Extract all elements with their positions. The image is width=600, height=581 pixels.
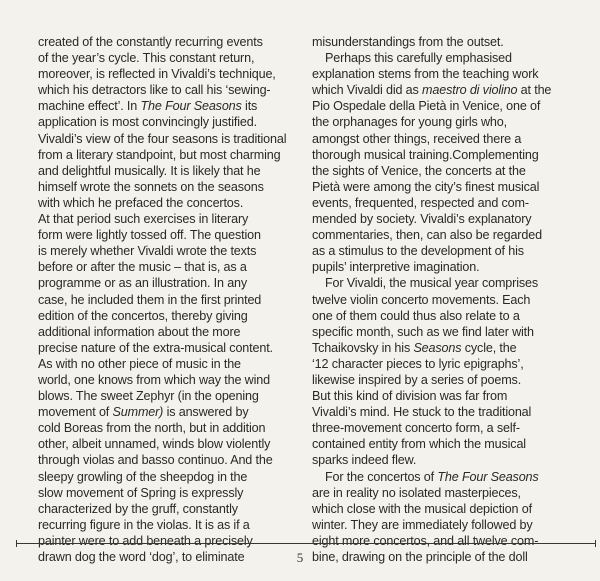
text-line (312, 469, 570, 485)
text-line (312, 50, 570, 66)
text-line (312, 420, 570, 436)
text-line (38, 452, 296, 468)
text-line (38, 308, 296, 324)
line-text-after: its (241, 99, 258, 114)
text-line (312, 275, 570, 291)
line-text: bine, drawing on the principle of the doll (312, 550, 528, 564)
line-text: winter. They are immediately followed by (312, 517, 533, 532)
line-text: specific month, such as we find later with (312, 324, 534, 339)
line-text: application is most convincingly justified. (38, 115, 257, 130)
line-text: which Vivaldi did as (312, 83, 423, 98)
text-line (38, 179, 296, 195)
text-line (312, 114, 570, 130)
line-text: precise nature of the extra-musical content. (38, 340, 273, 355)
text-line (312, 356, 570, 372)
text-line (312, 308, 570, 324)
text-line (312, 179, 570, 195)
text-line (312, 147, 570, 163)
line-text: But this kind of division was far from (312, 389, 508, 404)
text-line (38, 517, 296, 533)
line-text: as a stimulus to the development of his (312, 244, 524, 259)
text-line (312, 82, 570, 98)
text-line (38, 420, 296, 436)
rule-end-mark-left (16, 540, 17, 547)
line-text: likewise inspired by a series of poems. (312, 372, 522, 387)
line-text: cold Boreas from the north, but in addition (38, 421, 266, 436)
text-line (312, 259, 570, 275)
text-line (312, 485, 570, 501)
text-line (38, 34, 296, 50)
line-text: twelve violin concerto movements. Each (312, 292, 531, 307)
text-line (38, 485, 296, 501)
text-line (312, 211, 570, 227)
line-text: pupils’ interpretive imagination. (312, 260, 480, 275)
line-text: sleepy growling of the sheepdog in the (38, 469, 248, 484)
text-line (38, 356, 296, 372)
text-line (38, 66, 296, 82)
text-line (38, 131, 296, 147)
text-line (312, 163, 570, 179)
line-text: contained entity from which the musical (312, 437, 526, 452)
text-line (38, 275, 296, 291)
line-text: which close with the musical depiction of (312, 501, 532, 516)
line-text: and delightful musically. It is likely that he (38, 163, 261, 178)
line-italic-text: maestro di violino (422, 83, 518, 98)
text-line (38, 243, 296, 259)
line-text: Pio Ospedale della Pietà in Venice, one of (312, 99, 541, 114)
text-line (38, 147, 296, 163)
text-line (312, 98, 570, 114)
text-line (38, 533, 296, 549)
line-text: Perhaps this carefully emphasised (325, 51, 512, 66)
text-line (312, 388, 570, 404)
line-text: which his detractors like to call his ‘sewing- (38, 83, 271, 98)
line-text: commentaries, then, can also be regarded (312, 228, 542, 243)
line-italic-text: Seasons (413, 340, 462, 355)
text-line (38, 388, 296, 404)
text-line (312, 131, 570, 147)
line-text: of the year’s cycle. This constant return, (38, 51, 255, 66)
text-line (312, 517, 570, 533)
text-line (38, 114, 296, 130)
text-line (38, 324, 296, 340)
text-line (38, 404, 296, 420)
line-text-after: is answered by (163, 405, 249, 420)
text-line (312, 533, 570, 549)
footer-rule (16, 543, 596, 544)
line-text: Pietà were among the city’s finest musical (312, 179, 540, 194)
text-line (38, 501, 296, 517)
line-text: created of the constantly recurring events (38, 35, 263, 49)
text-line (38, 82, 296, 98)
line-text: slow movement of Spring is expressly (38, 485, 244, 500)
text-line (312, 243, 570, 259)
line-text: the sights of Venice, the concerts at the (312, 163, 526, 178)
text-line (38, 340, 296, 356)
text-line (312, 34, 570, 50)
text-line (38, 211, 296, 227)
text-line (312, 227, 570, 243)
line-text: machine effect’. In (38, 99, 141, 114)
line-text: characterized by the gruff, constantly (38, 501, 238, 516)
line-italic-text: Summer) (112, 405, 164, 420)
text-line (312, 501, 570, 517)
line-text: misunderstandings from the outset. (312, 35, 504, 49)
line-text: Tchaikovsky in his (312, 340, 414, 355)
line-text: world, one knows from which way the wind (38, 372, 270, 387)
text-line (312, 340, 570, 356)
line-text: mended by society. Vivaldi’s explanatory (312, 212, 532, 227)
line-text: case, he included them in the first printed (38, 292, 262, 307)
line-text: explanation stems from the teaching work (312, 67, 539, 82)
line-text: For the concertos of (325, 469, 438, 484)
text-line (38, 227, 296, 243)
line-text: movement of (38, 405, 113, 420)
text-line (38, 436, 296, 452)
line-text-after: cycle, the (461, 340, 517, 355)
line-italic-text: The Four Seasons (437, 469, 539, 484)
text-line (312, 404, 570, 420)
line-text: three-movement concerto form, a self- (312, 421, 520, 436)
line-text: sparks indeed flew. (312, 453, 417, 468)
line-text: before or after the music – that is, as a (38, 260, 247, 275)
text-line (38, 98, 296, 114)
line-text: form were lightly tossed off. The question (38, 228, 261, 243)
line-text: amongst other things, received there a (312, 131, 522, 146)
line-text: one of them could thus also relate to a (312, 308, 520, 323)
line-text: Vivaldi’s mind. He stuck to the traditional (312, 405, 532, 420)
line-text: ‘12 character pieces to lyric epigraphs’, (312, 356, 524, 371)
text-line (312, 292, 570, 308)
line-text: painter were to add beneath a precisely (38, 533, 253, 548)
text-line (312, 66, 570, 82)
line-text: For Vivaldi, the musical year comprises (325, 276, 538, 291)
right-text-column (312, 34, 570, 565)
text-line (38, 372, 296, 388)
line-text: programme or as an illustration. In any (38, 276, 248, 291)
line-text: As with no other piece of music in the (38, 356, 241, 371)
line-text: recurring figure in the violas. It is as if a (38, 517, 250, 532)
line-text: edition of the concertos, thereby giving (38, 308, 248, 323)
page-number: 5 (296, 550, 304, 565)
text-line (38, 50, 296, 66)
line-text: events, frequented, respected and com- (312, 195, 529, 210)
line-text: moreover, is reflected in Vivaldi’s technique, (38, 67, 276, 82)
line-text: with which he prefaced the concertos. (38, 195, 244, 210)
line-text: himself wrote the sonnets on the seasons (38, 179, 264, 194)
line-text: other, albeit unnamed, winds blow violently (38, 437, 271, 452)
text-line (38, 163, 296, 179)
line-text: additional information about the more (38, 324, 241, 339)
line-text: eight more concertos, and all twelve com- (312, 533, 539, 548)
line-text: thorough musical training.Complementing (312, 147, 539, 162)
text-line (312, 324, 570, 340)
text-line (38, 259, 296, 275)
text-line (38, 469, 296, 485)
line-text-after: at the (517, 83, 552, 98)
line-italic-text: The Four Seasons (140, 99, 242, 114)
line-text: through violas and basso continuo. And the (38, 453, 273, 468)
line-text: drawn dog the word ‘dog’, to eliminate (38, 550, 245, 564)
line-text: is merely whether Vivaldi wrote the texts (38, 244, 257, 259)
text-line (312, 436, 570, 452)
text-line (38, 195, 296, 211)
text-line (312, 195, 570, 211)
line-text: the orphanages for young girls who, (312, 115, 507, 130)
line-text: Vivaldi’s view of the four seasons is traditional (38, 131, 287, 146)
text-line (312, 372, 570, 388)
line-text: At that period such exercises in literary (38, 212, 249, 227)
rule-end-mark-right (595, 540, 596, 547)
line-text: blows. The sweet Zephyr (in the opening (38, 389, 259, 404)
left-text-column (38, 34, 296, 565)
line-text: from a literary standpoint, but most charming (38, 147, 281, 162)
text-line (312, 452, 570, 468)
text-line (38, 292, 296, 308)
line-text: are in reality no isolated masterpieces, (312, 485, 521, 500)
